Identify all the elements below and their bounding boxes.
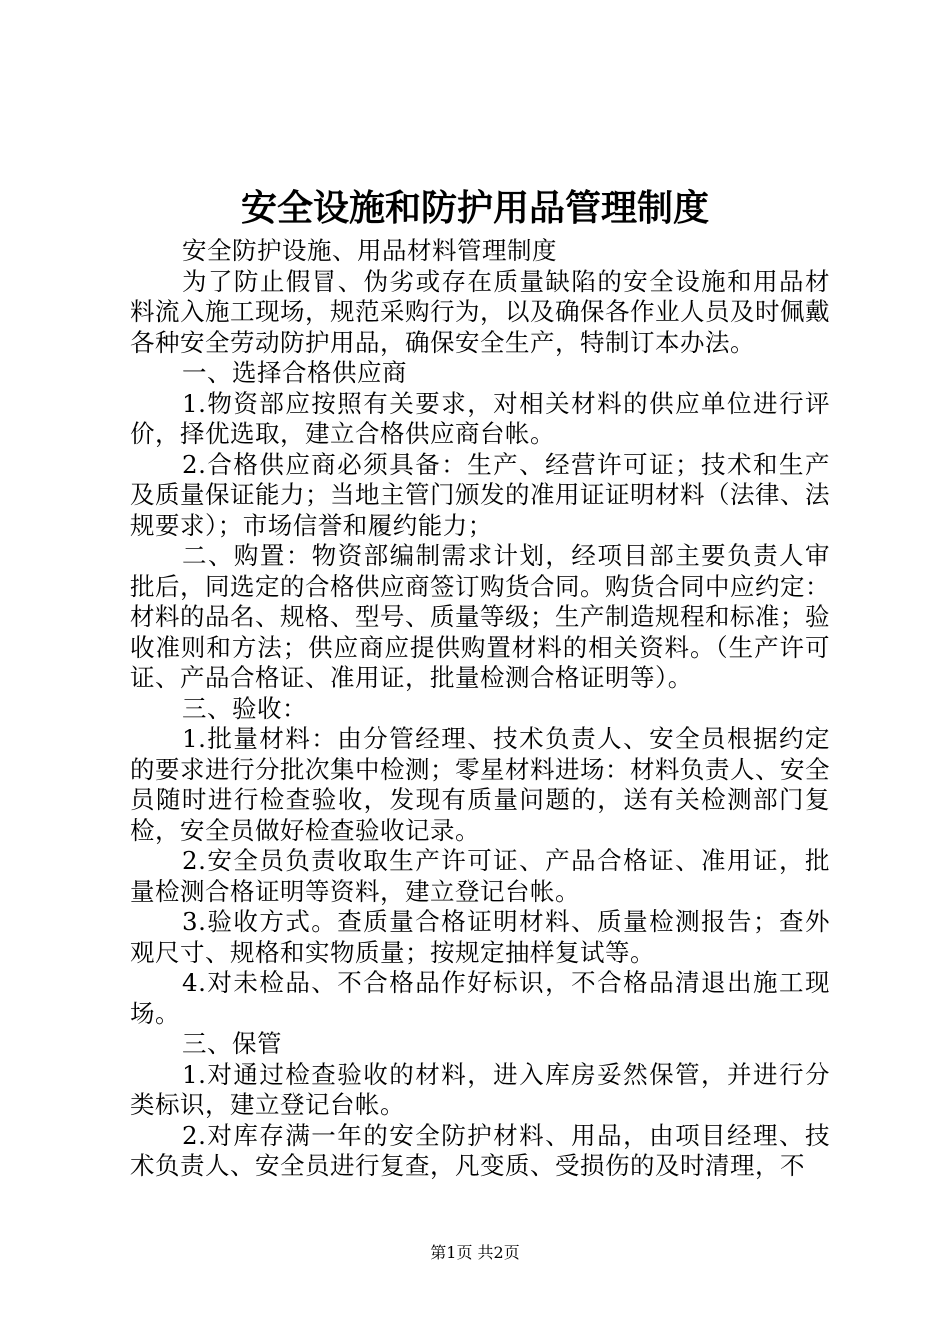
paragraph: 1.物资部应按照有关要求，对相关材料的供应单位进行评价，择优选取，建立合格供应商台帐。 [130, 388, 830, 448]
paragraph: 2.合格供应商必须具备：生产、经营许可证；技术和生产及质量保证能力；当地主管门颁发的准用证证明材料（法律、法规要求）；市场信誉和履约能力； [130, 449, 830, 540]
paragraph: 二、购置：物资部编制需求计划，经项目部主要负责人审批后，同选定的合格供应商签订购货合同。购货合同中应约定：材料的品名、规格、型号、质量等级；生产制造规程和标准；验收准则和方法；供应商应提供购置材料的相关资料。（生产许可证、产品合格证、准用证，批量检测合格证明等）。 [130, 541, 830, 692]
paragraph: 为了防止假冒、伪劣或存在质量缺陷的安全设施和用品材料流入施工现场，规范采购行为，以及确保各作业人员及时佩戴各种安全劳动防护用品，确保安全生产，特制订本办法。 [130, 266, 830, 357]
section-heading: 一、选择合格供应商 [182, 358, 407, 387]
paragraph: 1.批量材料：由分管经理、技术负责人、安全员根据约定的要求进行分批次集中检测；零星材料进场：材料负责人、安全员随时进行检查验收，发现有质量问题的，送有关检测部门复检，安全员做好检查验收记录。 [130, 724, 830, 845]
document-body [130, 236, 830, 1182]
paragraph: 2.对库存满一年的安全防护材料、用品，由项目经理、技术负责人、安全员进行复查，凡变质、受损伤的及时清理，不 [130, 1120, 830, 1180]
paragraph: 3.验收方式。查质量合格证明材料、质量检测报告；查外观尺寸、规格和实物质量；按规定抽样复试等。 [130, 907, 830, 967]
section-heading: 三、保管 [182, 1029, 282, 1058]
document-title: 安全设施和防护用品管理制度 [240, 187, 709, 229]
page-footer: 第1页 共2页 [430, 1243, 520, 1262]
paragraph: 2.安全员负责收取生产许可证、产品合格证、准用证，批量检测合格证明等资料，建立登记台帐。 [130, 846, 830, 906]
section-heading: 三、验收： [182, 693, 307, 723]
paragraph: 安全防护设施、用品材料管理制度 [182, 236, 557, 265]
paragraph: 4.对未检品、不合格品作好标识，不合格品清退出施工现场。 [130, 968, 830, 1028]
paragraph: 1.对通过检查验收的材料，进入库房妥然保管，并进行分类标识，建立登记台帐。 [130, 1059, 830, 1119]
